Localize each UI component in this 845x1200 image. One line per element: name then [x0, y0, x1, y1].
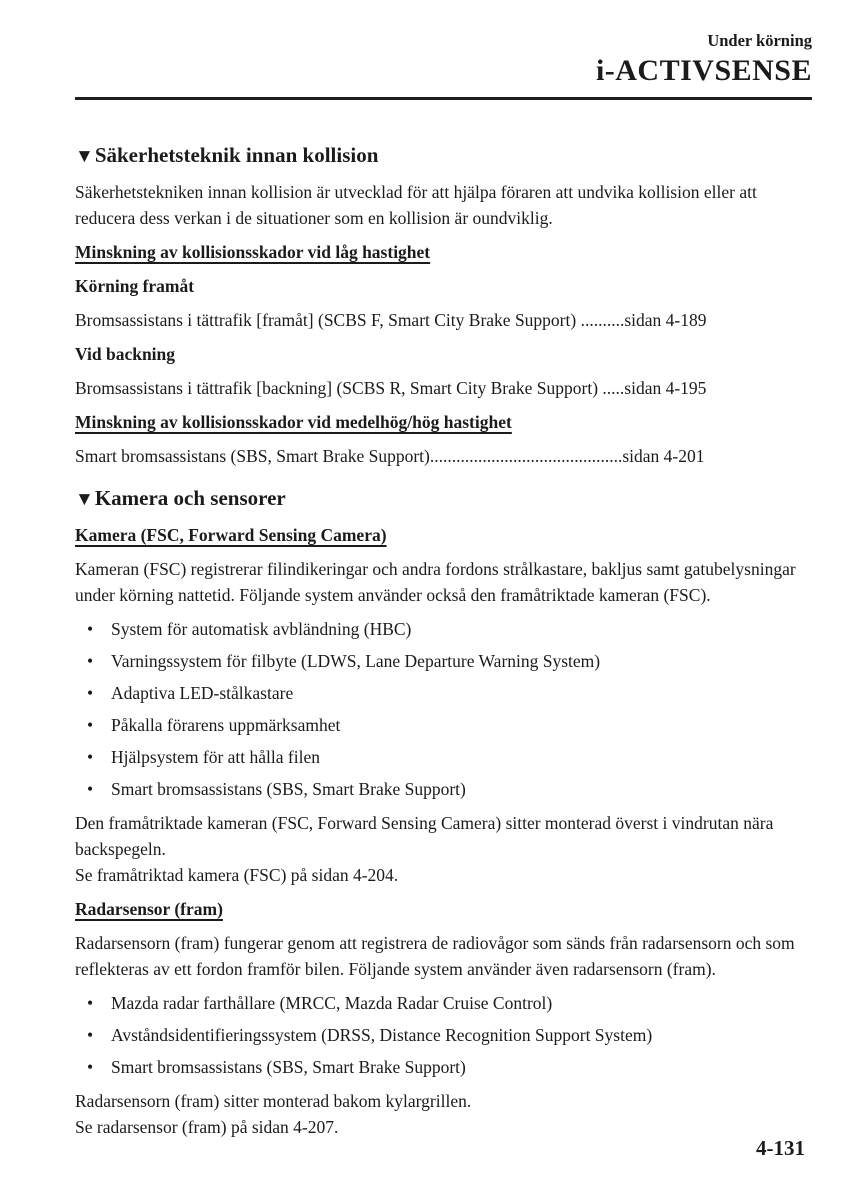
triangle-down-icon: ▼ [75, 146, 94, 167]
camera-location-paragraph [75, 810, 812, 888]
list-item-text: Hjälpsystem för att hålla filen [111, 747, 320, 767]
subheading-high-speed [75, 409, 812, 435]
list-item-text: Adaptiva LED-stålkastare [111, 683, 294, 703]
list-item [75, 616, 812, 642]
radar-location-text: Radarsensorn (fram) sitter monterad bakom kylargrillen. [75, 1091, 472, 1111]
precrash-intro: Säkerhetstekniken innan kollision är utvecklad för att hjälpa föraren att undvika kollision eller att reducera dess verkan i de situationer som en kollision är oundviklig. [75, 182, 757, 228]
subheading-reverse: Vid backning [75, 344, 176, 364]
radar-location-paragraph [75, 1088, 812, 1140]
bullet-icon: • [87, 779, 94, 799]
subheading-camera-text: Kamera (FSC, Forward Sensing Camera) [75, 525, 387, 545]
bullet-icon: • [87, 619, 94, 639]
section-heading-precrash [75, 141, 812, 171]
list-item [75, 1022, 812, 1048]
page-header [75, 30, 812, 100]
subheading-camera [75, 522, 812, 548]
bullet-icon: • [87, 1025, 94, 1045]
triangle-down-icon: ▼ [75, 489, 94, 510]
subheading-radar-text: Radarsensor (fram) [75, 899, 223, 919]
header-divider [75, 97, 812, 100]
list-item [75, 1054, 812, 1080]
camera-system-list [75, 616, 812, 802]
subheading-high-speed-text: Minskning av kollisionsskador vid medelhög/hög hastighet [75, 412, 512, 432]
subheading-low-speed-text: Minskning av kollisionsskador vid låg hastighet [75, 242, 431, 262]
radar-intro: Radarsensorn (fram) fungerar genom att registrera de radiovågor som sänds från radarsensorn och som reflekteras av ett fordon framför bilen. Följande system använder även radarsensorn (fram). [75, 933, 795, 979]
list-item [75, 776, 812, 802]
camera-location-text: Den framåtriktade kameran (FSC, Forward Sensing Camera) sitter monterad överst i vindrutan nära backspegeln. [75, 813, 774, 859]
list-item-text: Smart bromsassistans (SBS, Smart Brake Support) [111, 1057, 466, 1077]
section-heading-text: Säkerhetsteknik innan kollision [94, 143, 379, 167]
section-heading-text: Kamera och sensorer [94, 486, 286, 510]
camera-reference-text: Se framåtriktad kamera (FSC) på sidan 4-204. [75, 865, 399, 885]
bullet-icon: • [87, 683, 94, 703]
list-item-text: System för automatisk avbländning (HBC) [111, 619, 412, 639]
chapter-label: Under körning [707, 31, 812, 50]
list-item-text: Mazda radar farthållare (MRCC, Mazda Radar Cruise Control) [111, 993, 553, 1013]
subheading-low-speed [75, 239, 812, 265]
camera-intro: Kameran (FSC) registrerar filindikeringar och andra fordons strålkastare, bakljus samt gatubelysningar under körning nattetid. Följande system använder också den framåtriktade kameran (FSC). [75, 559, 796, 605]
page-title: i-ACTIVSENSE [595, 54, 812, 87]
list-item-text: Påkalla förarens uppmärksamhet [111, 715, 341, 735]
list-item [75, 744, 812, 770]
list-item-text: Smart bromsassistans (SBS, Smart Brake Support) [111, 779, 466, 799]
bullet-icon: • [87, 993, 94, 1013]
section-heading-sensors [75, 484, 812, 514]
list-item-text: Varningssystem för filbyte (LDWS, Lane Departure Warning System) [111, 651, 601, 671]
page-number: 4-131 [756, 1136, 805, 1160]
subheading-radar [75, 896, 812, 922]
bullet-icon: • [87, 1057, 94, 1077]
bullet-icon: • [87, 715, 94, 735]
bullet-icon: • [87, 747, 94, 767]
list-item [75, 712, 812, 738]
radar-system-list [75, 990, 812, 1080]
list-item [75, 990, 812, 1016]
toc-entry-sbs: Smart bromsassistans (SBS, Smart Brake Support)............................................sidan 4-201 [75, 446, 705, 466]
list-item-text: Avståndsidentifieringssystem (DRSS, Distance Recognition Support System) [111, 1025, 653, 1045]
bullet-icon: • [87, 651, 94, 671]
subheading-forward: Körning framåt [75, 276, 195, 296]
toc-entry-scbs-f: Bromsassistans i tättrafik [framåt] (SCBS F, Smart City Brake Support) ..........sidan 4-189 [75, 310, 707, 330]
list-item [75, 680, 812, 706]
toc-entry-scbs-r: Bromsassistans i tättrafik [backning] (SCBS R, Smart City Brake Support) .....sidan 4-195 [75, 378, 707, 398]
list-item [75, 648, 812, 674]
radar-reference-text: Se radarsensor (fram) på sidan 4-207. [75, 1117, 339, 1137]
